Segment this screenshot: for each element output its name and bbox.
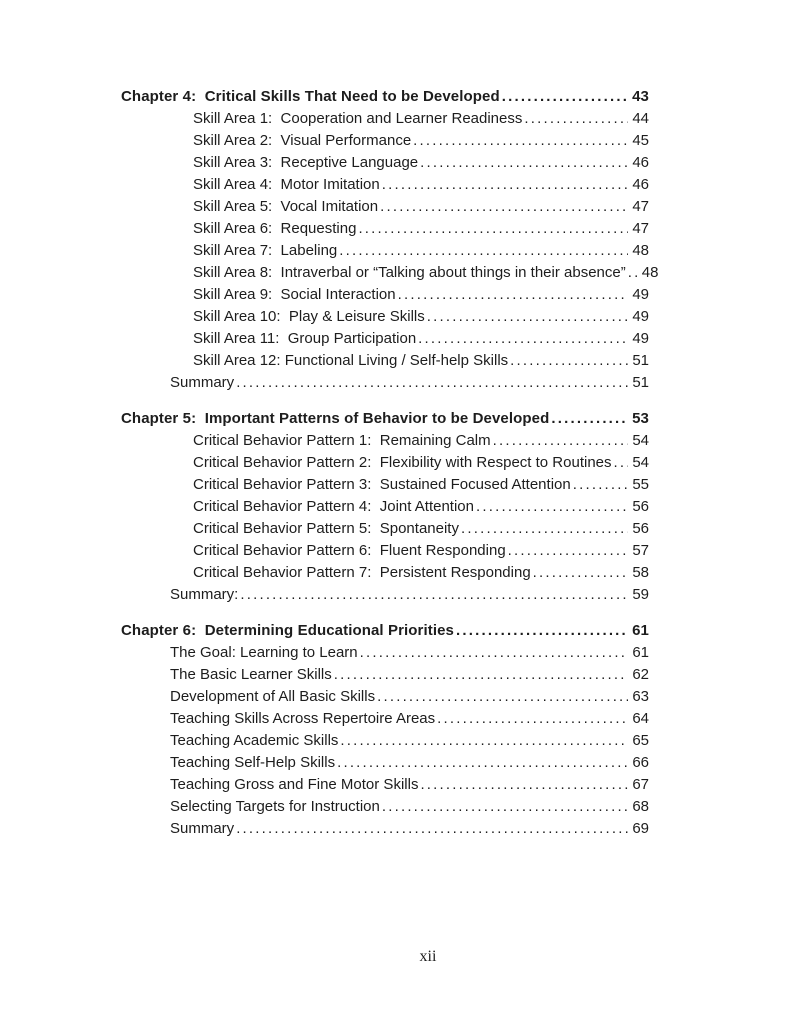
toc-entry xyxy=(121,218,649,240)
dot-leader xyxy=(358,218,628,240)
toc-chapter-page: 53 xyxy=(632,410,649,427)
toc-entry xyxy=(121,686,649,708)
table-of-contents xyxy=(121,86,659,840)
toc-entry xyxy=(121,350,649,372)
dot-leader xyxy=(360,642,629,664)
toc-entry xyxy=(121,774,649,796)
toc-entry-page: 54 xyxy=(632,454,649,471)
toc-chapter-row xyxy=(121,408,649,430)
toc-entry xyxy=(121,262,659,284)
toc-entry-page: 58 xyxy=(632,564,649,581)
dot-leader xyxy=(628,262,638,284)
toc-chapter-page: 61 xyxy=(632,622,649,639)
toc-entry-label: Teaching Self-Help Skills xyxy=(170,754,336,771)
dot-leader xyxy=(236,372,628,394)
toc-entry xyxy=(121,796,649,818)
toc-entry-page: 67 xyxy=(632,776,649,793)
dot-leader xyxy=(533,562,629,584)
toc-entry-label: Skill Area 7: Labeling xyxy=(193,242,338,259)
toc-chapter-label: Chapter 6: Determining Educational Priorities xyxy=(121,622,454,639)
dot-leader xyxy=(382,174,629,196)
toc-entry xyxy=(121,730,649,752)
dot-leader xyxy=(398,284,629,306)
toc-entry xyxy=(121,452,649,474)
toc-entry xyxy=(121,240,649,262)
toc-entry-page: 65 xyxy=(632,732,649,749)
toc-entry-page: 47 xyxy=(632,198,649,215)
toc-entry xyxy=(121,196,649,218)
dot-leader xyxy=(493,430,629,452)
toc-entry-label: Skill Area 11: Group Participation xyxy=(193,330,417,347)
toc-chapter-row xyxy=(121,620,649,642)
dot-leader xyxy=(508,540,629,562)
toc-entry xyxy=(121,664,649,686)
dot-leader xyxy=(240,584,628,606)
toc-entry xyxy=(121,518,649,540)
toc-entry xyxy=(121,372,649,394)
toc-entry-page: 63 xyxy=(632,688,649,705)
dot-leader xyxy=(236,818,628,840)
toc-entry-label: Critical Behavior Pattern 6: Fluent Responding xyxy=(193,542,506,559)
toc-entry-label: Skill Area 4: Motor Imitation xyxy=(193,176,380,193)
toc-entry-label: Summary: xyxy=(170,586,239,603)
toc-entry xyxy=(121,108,649,130)
toc-entry xyxy=(121,328,649,350)
dot-leader xyxy=(339,240,628,262)
toc-chapter-label: Chapter 4: Critical Skills That Need to be Developed xyxy=(121,88,500,105)
toc-entry-page: 46 xyxy=(632,176,649,193)
toc-entry xyxy=(121,818,649,840)
toc-entry xyxy=(121,130,649,152)
toc-entry-label: Skill Area 6: Requesting xyxy=(193,220,357,237)
toc-entry-page: 47 xyxy=(632,220,649,237)
toc-entry xyxy=(121,752,649,774)
dot-leader xyxy=(377,686,628,708)
toc-entry-page: 44 xyxy=(632,110,649,127)
toc-entry-label: Selecting Targets for Instruction xyxy=(170,798,380,815)
toc-entry-label: Skill Area 12: Functional Living / Self-help Skills xyxy=(193,352,509,369)
toc-entry-page: 66 xyxy=(632,754,649,771)
toc-entry-label: Skill Area 1: Cooperation and Learner Readiness xyxy=(193,110,523,127)
dot-leader xyxy=(420,152,628,174)
toc-entry-page: 48 xyxy=(632,242,649,259)
dot-leader xyxy=(461,518,628,540)
toc-entry xyxy=(121,708,649,730)
dot-leader xyxy=(510,350,628,372)
toc-entry xyxy=(121,562,649,584)
toc-entry-label: Teaching Gross and Fine Motor Skills xyxy=(170,776,419,793)
toc-entry-page: 56 xyxy=(632,498,649,515)
page-number: xii xyxy=(419,948,437,965)
toc-entry-label: Skill Area 3: Receptive Language xyxy=(193,154,419,171)
toc-entry-label: Development of All Basic Skills xyxy=(170,688,376,705)
toc-chapter-label: Chapter 5: Important Patterns of Behavior to be Developed xyxy=(121,410,550,427)
dot-leader xyxy=(340,730,628,752)
dot-leader xyxy=(524,108,628,130)
toc-entry-page: 49 xyxy=(632,330,649,347)
toc-entry-page: 56 xyxy=(632,520,649,537)
toc-entry xyxy=(121,474,649,496)
dot-leader xyxy=(614,452,629,474)
toc-entry-label: Skill Area 9: Social Interaction xyxy=(193,286,396,303)
toc-entry-label: Teaching Skills Across Repertoire Areas xyxy=(170,710,436,727)
toc-entry xyxy=(121,430,649,452)
toc-entry xyxy=(121,584,649,606)
toc-entry-page: 68 xyxy=(632,798,649,815)
toc-entry-label: Skill Area 2: Visual Performance xyxy=(193,132,412,149)
toc-entry-label: Critical Behavior Pattern 4: Joint Attention xyxy=(193,498,474,515)
toc-entry-label: Critical Behavior Pattern 2: Flexibility with Respect to Routines xyxy=(193,454,612,471)
toc-entry-label: Summary xyxy=(170,374,235,391)
toc-entry-page: 69 xyxy=(632,820,649,837)
toc-entry-page: 51 xyxy=(632,352,649,369)
toc-entry-label: The Basic Learner Skills xyxy=(170,666,332,683)
toc-entry xyxy=(121,540,649,562)
dot-leader xyxy=(502,86,628,108)
dot-leader xyxy=(420,774,628,796)
toc-entry xyxy=(121,152,649,174)
toc-entry-page: 48 xyxy=(641,264,659,281)
dot-leader xyxy=(418,328,628,350)
toc-entry-page: 46 xyxy=(632,154,649,171)
toc-entry-label: Summary xyxy=(170,820,235,837)
dot-leader xyxy=(413,130,628,152)
toc-chapter-page: 43 xyxy=(632,88,649,105)
toc-entry-label: Critical Behavior Pattern 5: Spontaneity xyxy=(193,520,459,537)
toc-entry-label: Teaching Academic Skills xyxy=(170,732,339,749)
dot-leader xyxy=(551,408,628,430)
toc-entry-label: Skill Area 8: Intraverbal or “Talking about things in their absence” xyxy=(193,264,626,281)
dot-leader xyxy=(437,708,628,730)
toc-entry-page: 51 xyxy=(632,374,649,391)
dot-leader xyxy=(380,196,628,218)
toc-entry-label: Critical Behavior Pattern 3: Sustained Focused Attention xyxy=(193,476,571,493)
toc-entry-label: The Goal: Learning to Learn xyxy=(170,644,358,661)
toc-entry xyxy=(121,306,649,328)
dot-leader xyxy=(476,496,628,518)
dot-leader xyxy=(334,664,629,686)
toc-entry xyxy=(121,642,649,664)
toc-entry-page: 45 xyxy=(632,132,649,149)
toc-entry-page: 64 xyxy=(632,710,649,727)
toc-entry xyxy=(121,174,649,196)
toc-entry-page: 61 xyxy=(632,644,649,661)
toc-entry-label: Critical Behavior Pattern 7: Persistent Responding xyxy=(193,564,531,581)
toc-entry-page: 54 xyxy=(632,432,649,449)
dot-leader xyxy=(456,620,628,642)
toc-chapter-row xyxy=(121,86,649,108)
toc-entry xyxy=(121,284,649,306)
toc-entry-page: 57 xyxy=(632,542,649,559)
toc-entry-label: Critical Behavior Pattern 1: Remaining Calm xyxy=(193,432,491,449)
dot-leader xyxy=(427,306,629,328)
toc-entry-page: 49 xyxy=(632,286,649,303)
toc-entry-page: 49 xyxy=(632,308,649,325)
dot-leader xyxy=(573,474,629,496)
dot-leader xyxy=(337,752,628,774)
toc-entry-label: Skill Area 10: Play & Leisure Skills xyxy=(193,308,425,325)
toc-entry-page: 59 xyxy=(632,586,649,603)
toc-entry-label: Skill Area 5: Vocal Imitation xyxy=(193,198,379,215)
dot-leader xyxy=(382,796,628,818)
toc-entry-page: 62 xyxy=(632,666,649,683)
toc-entry-page: 55 xyxy=(632,476,649,493)
toc-entry xyxy=(121,496,649,518)
